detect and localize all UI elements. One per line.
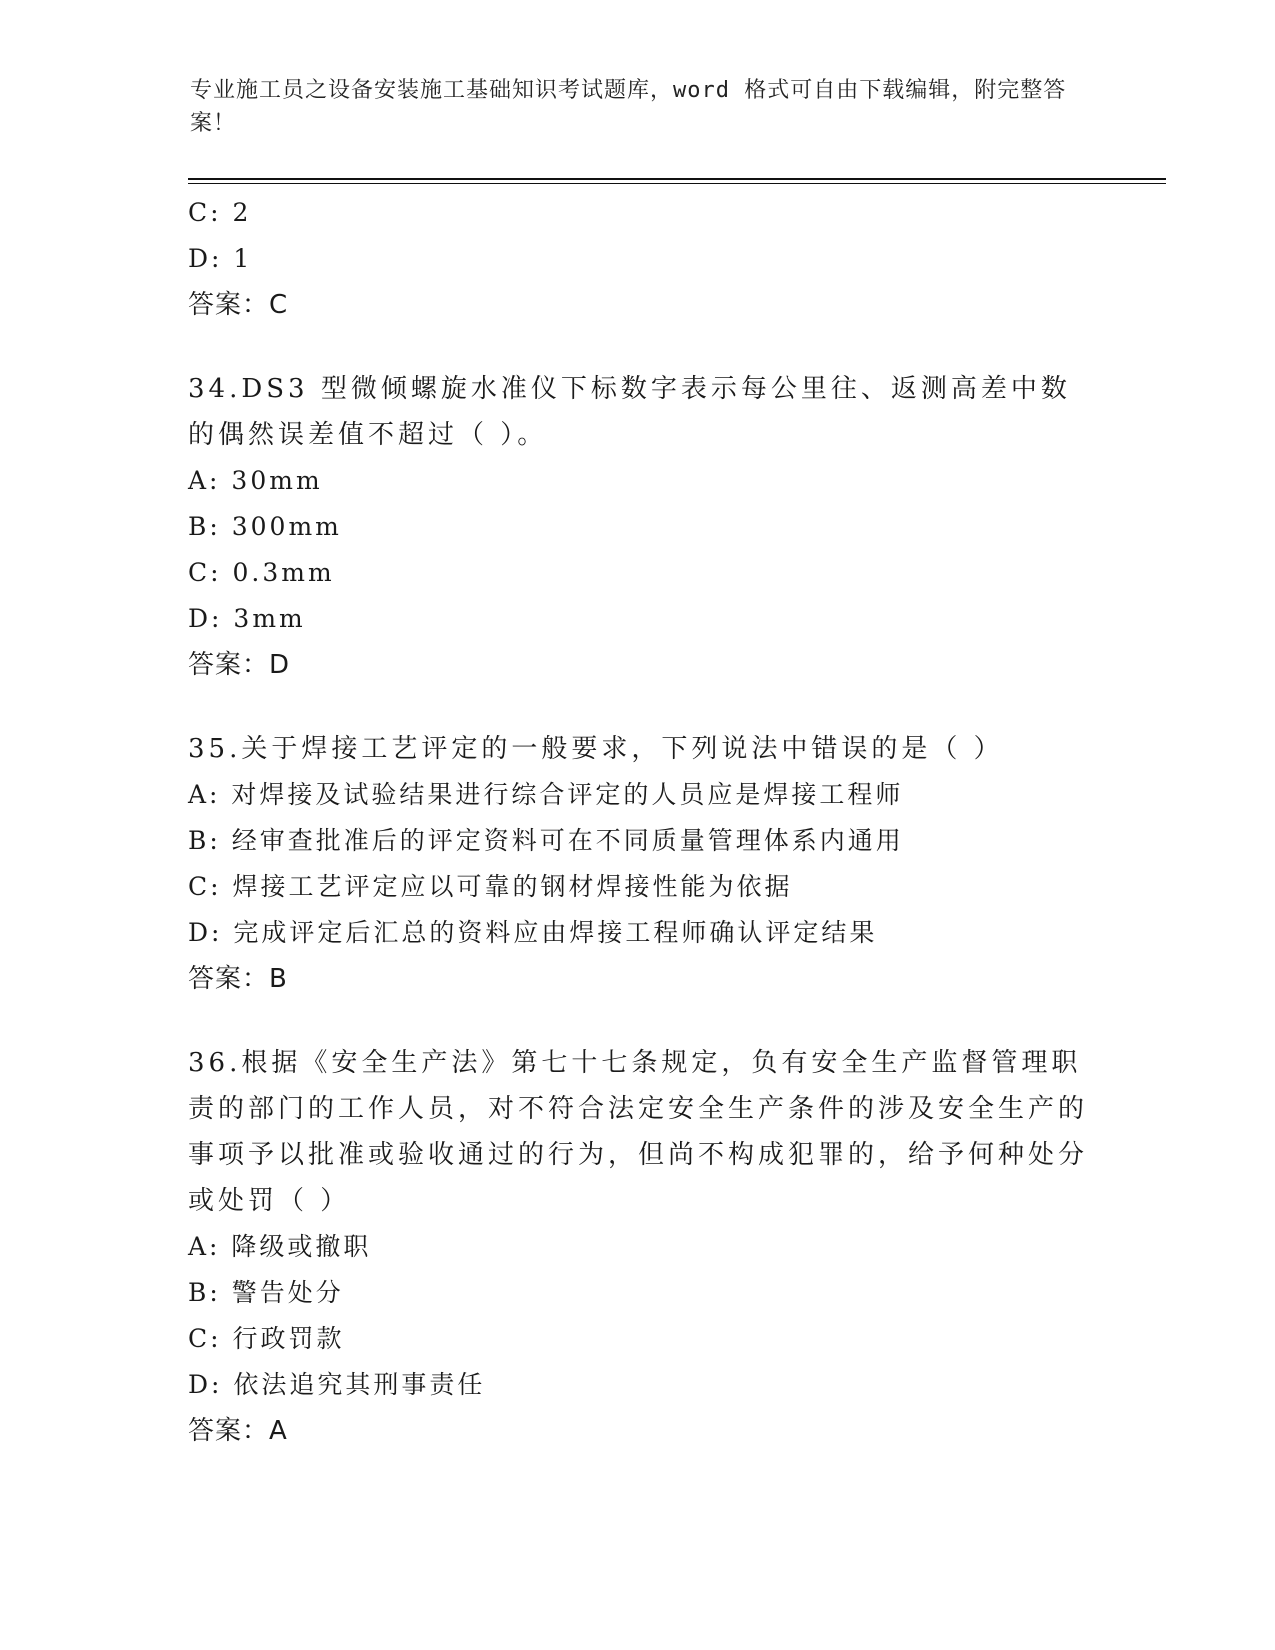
question-text: 36.根据《安全生产法》第七十七条规定，负有安全生产监督管理职责的部门的工作人员，对不符合法定安全生产条件的涉及安全生产的事项予以批准或验收通过的行为，但尚不构成犯罪的，给予何种处分或处罚（ ） — [188, 1048, 1089, 1216]
question-35 — [188, 726, 1088, 1002]
option-d: D: 3mm — [188, 604, 306, 633]
question-content — [188, 190, 1088, 1454]
option-d: D: 依法追究其刑事责任 — [188, 1370, 486, 1399]
option-a: A: 对焊接及试验结果进行综合评定的人员应是焊接工程师 — [188, 780, 904, 809]
question-36 — [188, 1040, 1088, 1454]
answer-line: 答案：C — [188, 290, 289, 320]
option-a: A: 30mm — [188, 466, 323, 495]
option-b: B: 经审查批准后的评定资料可在不同质量管理体系内通用 — [188, 826, 904, 855]
option-b: B: 警告处分 — [188, 1278, 344, 1307]
continued-question — [188, 190, 1088, 328]
answer-line: 答案：A — [188, 1416, 288, 1446]
question-34 — [188, 366, 1088, 688]
option-c: C: 2 — [188, 198, 252, 227]
answer-line: 答案：B — [188, 964, 288, 994]
header-divider — [188, 178, 1166, 180]
option-c: C: 0.3mm — [188, 558, 335, 587]
question-text: 35.关于焊接工艺评定的一般要求，下列说法中错误的是（ ） — [188, 734, 1004, 764]
option-c: C: 焊接工艺评定应以可靠的钢材焊接性能为依据 — [188, 872, 793, 901]
header-divider-thin — [188, 183, 1166, 184]
question-text: 34.DS3 型微倾螺旋水准仪下标数字表示每公里往、返测高差中数的偶然误差值不超过（ ）。 — [188, 374, 1071, 450]
answer-line: 答案：D — [188, 650, 291, 680]
option-a: A: 降级或撤职 — [188, 1232, 372, 1261]
document-header: 专业施工员之设备安装施工基础知识考试题库，word 格式可自由下载编辑，附完整答案！ — [190, 78, 1067, 136]
option-d: D: 完成评定后汇总的资料应由焊接工程师确认评定结果 — [188, 918, 878, 947]
option-b: B: 300mm — [188, 512, 342, 541]
option-c: C: 行政罚款 — [188, 1324, 345, 1353]
option-d: D: 1 — [188, 244, 253, 273]
